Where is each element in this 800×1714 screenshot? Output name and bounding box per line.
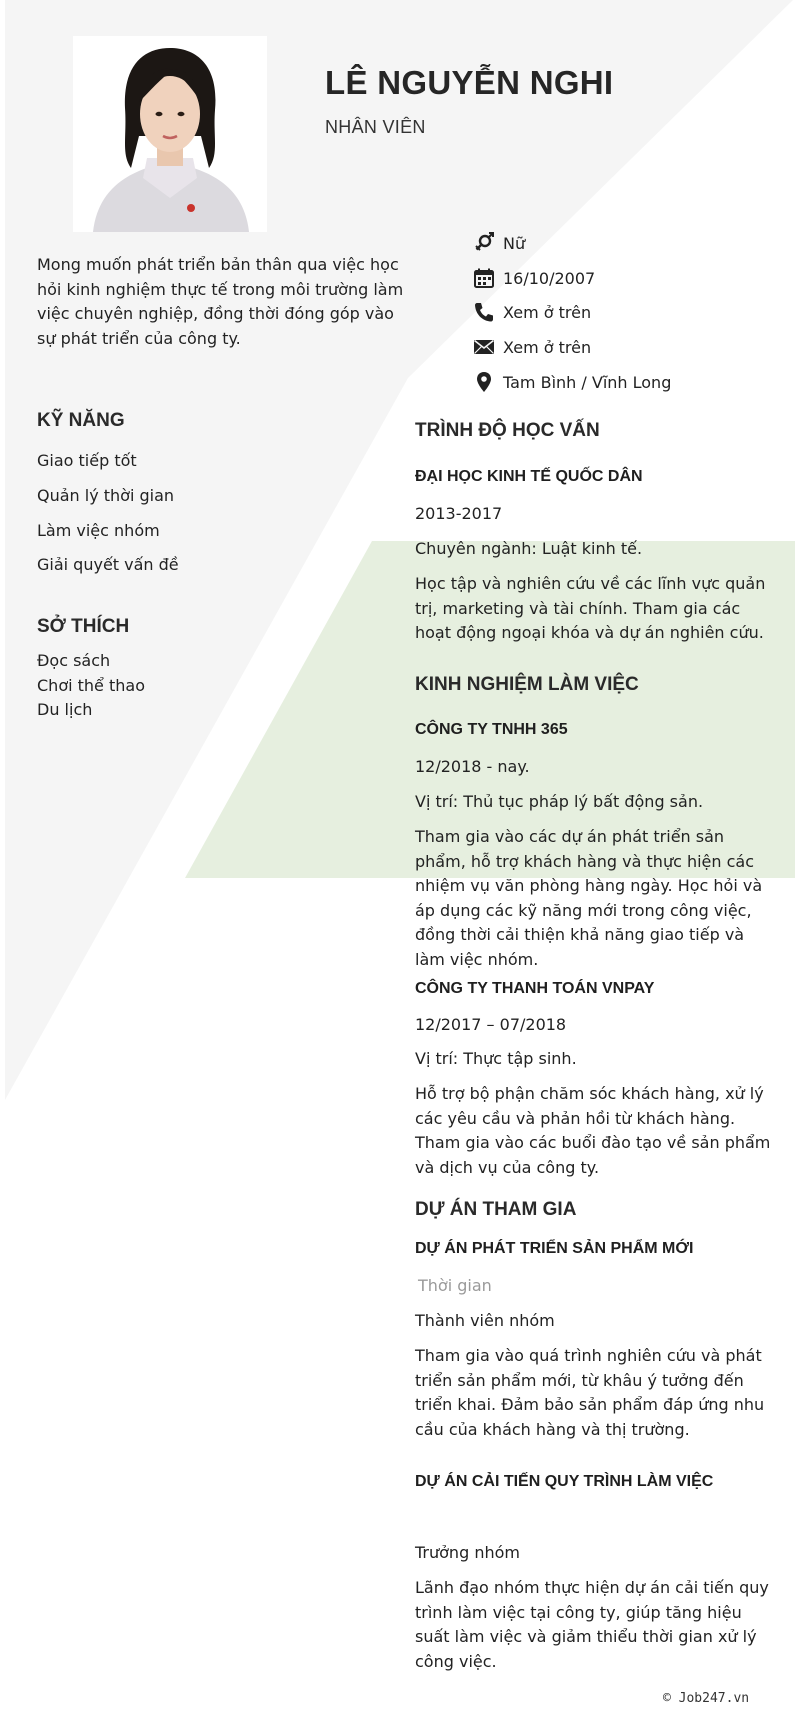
phone-value: Xem ở trên: [503, 302, 592, 322]
project-role: Trưởng nhóm: [415, 1543, 520, 1562]
hobby-item: Chơi thể thao: [37, 676, 145, 695]
job-role: Vị trí: Thực tập sinh.: [415, 1049, 577, 1068]
project-name: DỰ ÁN PHÁT TRIỂN SẢN PHẨM MỚI: [415, 1240, 694, 1257]
hobby-item: Du lịch: [37, 700, 93, 719]
candidate-name: LÊ NGUYỄN NGHI: [325, 64, 614, 101]
school-name: ĐẠI HỌC KINH TẾ QUỐC DÂN: [415, 468, 643, 485]
experience-heading: KINH NGHIỆM LÀM VIỆC: [415, 674, 639, 695]
calendar-icon: [472, 266, 496, 290]
phone-icon: [472, 300, 496, 324]
project-time-placeholder: Thời gian: [418, 1276, 492, 1295]
avatar: [73, 36, 267, 232]
location-icon: [472, 370, 496, 394]
project-description: Lãnh đạo nhóm thực hiện dự án cải tiến quy trình làm việc tại công ty, giúp tăng hiệu suất làm việc và giảm thiểu thời gian xử lý công việc.: [415, 1578, 769, 1671]
projects-heading: DỰ ÁN THAM GIA: [415, 1199, 577, 1220]
skill-item: Giao tiếp tốt: [37, 451, 137, 470]
education-major: Chuyên ngành: Luật kinh tế.: [415, 539, 643, 558]
skill-item: Quản lý thời gian: [37, 486, 175, 505]
job-description: Hỗ trợ bộ phận chăm sóc khách hàng, xử lý các yêu cầu và phản hồi từ khách hàng. Tham gia vào các buổi đào tạo về sản phẩm và dịch vụ của công ty.: [415, 1084, 771, 1177]
hobby-item: Đọc sách: [37, 651, 111, 670]
skills-heading: KỸ NĂNG: [37, 410, 125, 431]
job-position: NHÂN VIÊN: [325, 117, 426, 137]
gender-icon: [472, 231, 496, 255]
education-period: 2013-2017: [415, 504, 503, 523]
profile-photo: [73, 36, 267, 232]
address-value: Tam Bình / Vĩnh Long: [503, 372, 672, 392]
hobbies-heading: SỞ THÍCH: [37, 616, 130, 637]
contact-birthday: [472, 265, 792, 291]
job-period: 12/2018 - nay.: [415, 757, 530, 776]
contact-address: [472, 369, 792, 395]
footer-copyright[interactable]: © Job247.vn: [663, 1691, 750, 1706]
career-objective: Mong muốn phát triển bản thân qua việc học hỏi kinh nghiệm thực tế trong môi trường làm việc chuyên nghiệp, đồng thời đóng góp vào sự phát triển của công ty.: [37, 255, 404, 348]
skill-item: Giải quyết vấn đề: [37, 555, 179, 574]
job-company: CÔNG TY THANH TOÁN VNPAY: [415, 980, 655, 997]
contact-email: [472, 334, 792, 360]
education-heading: TRÌNH ĐỘ HỌC VẤN: [415, 420, 600, 441]
project-description: Tham gia vào quá trình nghiên cứu và phát triển sản phẩm mới, từ khâu ý tưởng đến triển khai. Đảm bảo sản phẩm đáp ứng nhu cầu của khách hàng và thị trường.: [415, 1346, 765, 1439]
contact-gender: [472, 230, 792, 256]
birthday-value: 16/10/2007: [503, 268, 596, 288]
email-value: Xem ở trên: [503, 337, 592, 357]
gender-value: Nữ: [503, 233, 526, 253]
contact-phone: [472, 299, 792, 325]
job-period: 12/2017 – 07/2018: [415, 1015, 567, 1034]
email-icon: [472, 335, 496, 359]
project-role: Thành viên nhóm: [415, 1311, 555, 1330]
job-role: Vị trí: Thủ tục pháp lý bất động sản.: [415, 792, 704, 811]
job-description: Tham gia vào các dự án phát triển sản phẩm, hỗ trợ khách hàng và thực hiện các nhiệm vụ văn phòng hàng ngày. Học hỏi và áp dụng các kỹ năng mới trong công việc, đồng thời cải thiện khả năng giao tiếp và làm việc nhóm.: [415, 827, 763, 969]
skill-item: Làm việc nhóm: [37, 521, 160, 540]
job-company: CÔNG TY TNHH 365: [415, 721, 568, 738]
education-description: Học tập và nghiên cứu về các lĩnh vực quản trị, marketing và tài chính. Tham gia các hoạt động ngoại khóa và dự án nghiên cứu.: [415, 574, 766, 642]
project-name: DỰ ÁN CẢI TIẾN QUY TRÌNH LÀM VIỆC: [415, 1473, 714, 1490]
